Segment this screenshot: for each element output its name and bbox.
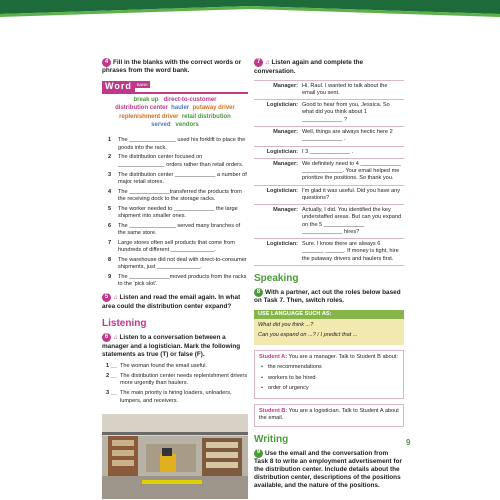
student-a-box	[254, 350, 404, 399]
wb-term: served	[151, 122, 171, 129]
list-item: • order of urgency	[261, 385, 399, 392]
student-a-points	[261, 364, 399, 392]
list-item	[108, 154, 248, 169]
item-text: Large stores often sell products that come from hundreds of different ______________.	[118, 239, 235, 253]
right-column	[254, 58, 404, 490]
word-bank-word: Word	[102, 81, 135, 93]
item-number: 6	[108, 222, 112, 229]
student-b-text: You are a logistician. Talk to Student A about the email.	[259, 408, 399, 422]
list-item	[108, 137, 248, 152]
wb-term: direct-to-customer	[163, 96, 217, 103]
speaker: Manager:	[254, 158, 300, 185]
student-a-text: You are a manager. Talk to Student B about:	[288, 353, 398, 360]
task6-number: 6	[102, 333, 111, 342]
item-number: 3 __	[106, 390, 117, 397]
speaker: Manager:	[254, 205, 300, 239]
task5-header	[102, 293, 248, 311]
dialogue-row	[254, 146, 404, 158]
dialogue-row	[254, 100, 404, 127]
task7-header	[254, 58, 404, 76]
task4-number: 4	[102, 58, 111, 67]
task8-header	[254, 288, 404, 305]
speaker: Manager:	[254, 80, 300, 100]
task5-number: 5	[102, 293, 111, 302]
list-item: • workers to be hired	[261, 375, 399, 382]
dialogue-row	[254, 205, 404, 239]
dialogue-table	[254, 80, 404, 266]
list-item	[108, 223, 248, 238]
headphones-icon: ♫	[113, 295, 118, 302]
item-text: The worker needed to _____________ the large shipment into smaller ones.	[118, 205, 238, 219]
header-banner	[0, 0, 500, 28]
item-number: 1	[108, 137, 112, 144]
use-language-line: What did you think ...?	[258, 322, 314, 329]
task6-instruction: Listen to a conversation between a manager and a logistician. Mark the following statements as true (T) or false (F).	[102, 334, 241, 358]
warehouse-photo	[102, 414, 248, 499]
item-number: 2 __	[106, 372, 117, 379]
speaker: Logistician:	[254, 100, 300, 127]
line: Sure. I know there are always 6 _______ ______. If money is tight, hire the putaway drivers and haulers first.	[300, 239, 404, 266]
item-text: The _______________ used his forklift to place the goods into the rack.	[118, 137, 246, 151]
student-b-box	[254, 404, 404, 427]
line: I'm glad it was useful. Did you have any questions?	[300, 185, 404, 205]
item-text: The _____________transferred the products from the receiving dock to the storage racks.	[118, 188, 242, 202]
line: Actually, I did. You identified the key understaffed areas. But can you expand on the 5 _____________ _____________ hires?	[300, 205, 404, 239]
line: Well, things are always hectic here 2 _____________ .	[300, 127, 404, 147]
task4-instruction: Fill in the blanks with the correct words or phrases from the word bank.	[102, 59, 242, 75]
speaking-title: Speaking	[254, 273, 299, 284]
list-item	[108, 274, 248, 289]
item-number: 1 __	[106, 362, 117, 369]
speaker: Logistician:	[254, 185, 300, 205]
item-text: The main priority is hiring loaders, unloaders, lumpers, and receivers.	[120, 390, 232, 404]
word-bank-terms	[102, 96, 248, 130]
item-number: 8	[108, 256, 112, 263]
line: I 3 _____________ .	[300, 146, 404, 158]
item-number: 4	[108, 188, 112, 195]
list-item: • the recommendations	[261, 364, 399, 371]
wb-term: distribution center	[115, 105, 168, 112]
list-item	[106, 390, 248, 405]
page-number: 9	[406, 438, 411, 447]
wb-term: retail distribution	[181, 113, 231, 120]
task6-header	[102, 333, 248, 359]
line: Hi, Raul. I wanted to talk about the email you sent.	[300, 80, 404, 100]
dialogue-row	[254, 158, 404, 185]
task7-instruction: Listen again and complete the conversation.	[254, 59, 364, 75]
task4-header	[102, 58, 248, 75]
task6-items	[106, 363, 248, 405]
list-item	[108, 172, 248, 187]
wb-term: putaway driver	[192, 105, 235, 112]
item-number: 9	[108, 273, 112, 280]
wb-term: replenishment driver	[119, 113, 179, 120]
speaker: Logistician:	[254, 239, 300, 266]
item-text: The distribution center _____________ a number of major retail stores.	[118, 171, 247, 185]
writing-title: Writing	[254, 433, 289, 445]
item-text: The distribution center needs replenishment drivers more urgently than haulers.	[120, 372, 248, 387]
word-bank-bank: BANK	[136, 82, 148, 88]
dialogue-row	[254, 80, 404, 100]
item-number: 7	[108, 239, 112, 246]
list-item	[108, 206, 248, 221]
task9-number: 9	[254, 449, 263, 458]
dialogue-row	[254, 185, 404, 205]
item-text: The _______________ served many branches of the same store.	[118, 222, 241, 236]
task8-instruction: With a partner, act out the roles below based on Task 7. Then, switch roles.	[254, 289, 401, 305]
list-item	[106, 363, 248, 370]
wb-term: break up	[133, 96, 159, 103]
task8-number: 8	[254, 288, 263, 297]
list-item	[106, 373, 248, 388]
student-b-label: Student B:	[259, 408, 288, 415]
dialogue-row	[254, 239, 404, 266]
word-bank	[102, 81, 248, 129]
wb-term: hauler	[171, 105, 190, 112]
use-language-head: USE LANGUAGE SUCH AS:	[254, 310, 404, 319]
item-text: The warehouse did not deal with direct-to-consumer shipments, just ______________.	[118, 256, 247, 270]
speaker: Logistician:	[254, 146, 300, 158]
list-item	[108, 240, 248, 255]
item-text: The woman found the email useful.	[120, 362, 208, 369]
headphones-icon: ♫	[113, 335, 118, 342]
left-column	[102, 58, 248, 500]
item-text: The distribution center focused on _______________ orders rather than retail orders.	[118, 154, 244, 168]
list-item	[108, 257, 248, 272]
use-language-line: Can you expand on ...? / I predict that ...	[258, 331, 358, 338]
task7-number: 7	[254, 58, 263, 67]
student-a-label: Student A:	[259, 353, 288, 360]
wb-term: vendors	[175, 122, 199, 129]
list-item	[108, 189, 248, 204]
headphones-icon: ♫	[265, 60, 270, 67]
task4-items	[108, 137, 248, 288]
item-text: The _____________moved products from the racks to the 'pick slot'.	[118, 273, 247, 287]
task5-instruction: Listen and read the email again. In what area could the distribution center expand?	[102, 294, 241, 310]
task9-instruction: Use the email and the conversation from Task 8 to write an employment advertisement for the distribution center. Include details about the distribution center, descriptions of the positions available, and the nature of the positions.	[254, 449, 402, 489]
line: Good to hear from you, Jessica. So what did you think about 1 _____________ ?	[300, 100, 404, 127]
item-number: 2	[108, 154, 112, 161]
use-language-box	[254, 310, 404, 345]
line: We definitely need to 4 _____________ _____________. Your email helped me prioritize the positions. So thank you.	[300, 158, 404, 185]
item-number: 5	[108, 205, 112, 212]
speaker: Manager:	[254, 127, 300, 147]
dialogue-row	[254, 127, 404, 147]
listening-title: Listening	[102, 317, 147, 329]
item-number: 3	[108, 171, 112, 178]
task9-header	[254, 449, 404, 490]
